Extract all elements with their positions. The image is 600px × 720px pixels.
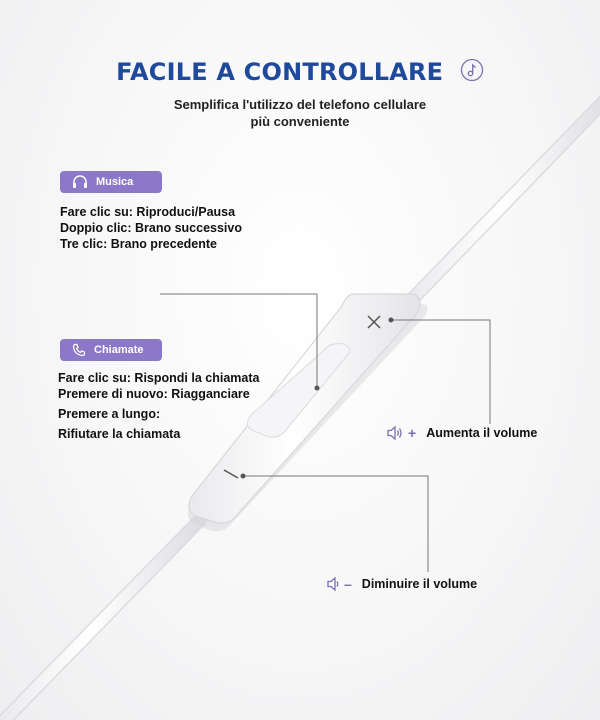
volume-up-text: Aumenta il volume (426, 426, 538, 440)
calls-line: Rifiutare la chiamata (58, 427, 181, 441)
headphones-icon (72, 175, 88, 189)
music-instructions (60, 204, 242, 252)
minus-symbol: – (344, 576, 352, 592)
speaker-icon (326, 576, 340, 592)
volume-down-text: Diminuire il volume (361, 577, 478, 591)
music-line: Doppio clic: Brano successivo (60, 221, 242, 235)
speaker-icon (386, 425, 404, 441)
phone-icon (72, 343, 86, 357)
music-line: Tre clic: Brano precedente (60, 237, 218, 251)
volume-down-label (326, 576, 477, 592)
calls-instructions (58, 370, 259, 442)
title-text: FACILE A CONTROLLARE (116, 58, 444, 86)
music-badge (60, 171, 162, 193)
calls-line: Premere di nuovo: Riagganciare (58, 387, 250, 401)
calls-badge-label: Chiamate (94, 344, 144, 356)
music-note-icon (460, 58, 484, 88)
subtitle (0, 96, 600, 130)
page-title (0, 58, 600, 88)
calls-badge (60, 339, 162, 361)
lower-cable (0, 520, 200, 720)
music-badge-label: Musica (96, 176, 134, 188)
subtitle-line-1: Semplifica l'utilizzo del telefono cellulare (173, 97, 427, 112)
calls-line: Premere a lungo: (58, 407, 161, 421)
calls-line: Fare clic su: Rispondi la chiamata (58, 371, 260, 385)
plus-symbol: + (408, 425, 417, 441)
music-line: Fare clic su: Riproduci/Pausa (60, 205, 236, 219)
subtitle-line-2: più conveniente (250, 114, 350, 129)
volume-up-label (386, 425, 537, 441)
